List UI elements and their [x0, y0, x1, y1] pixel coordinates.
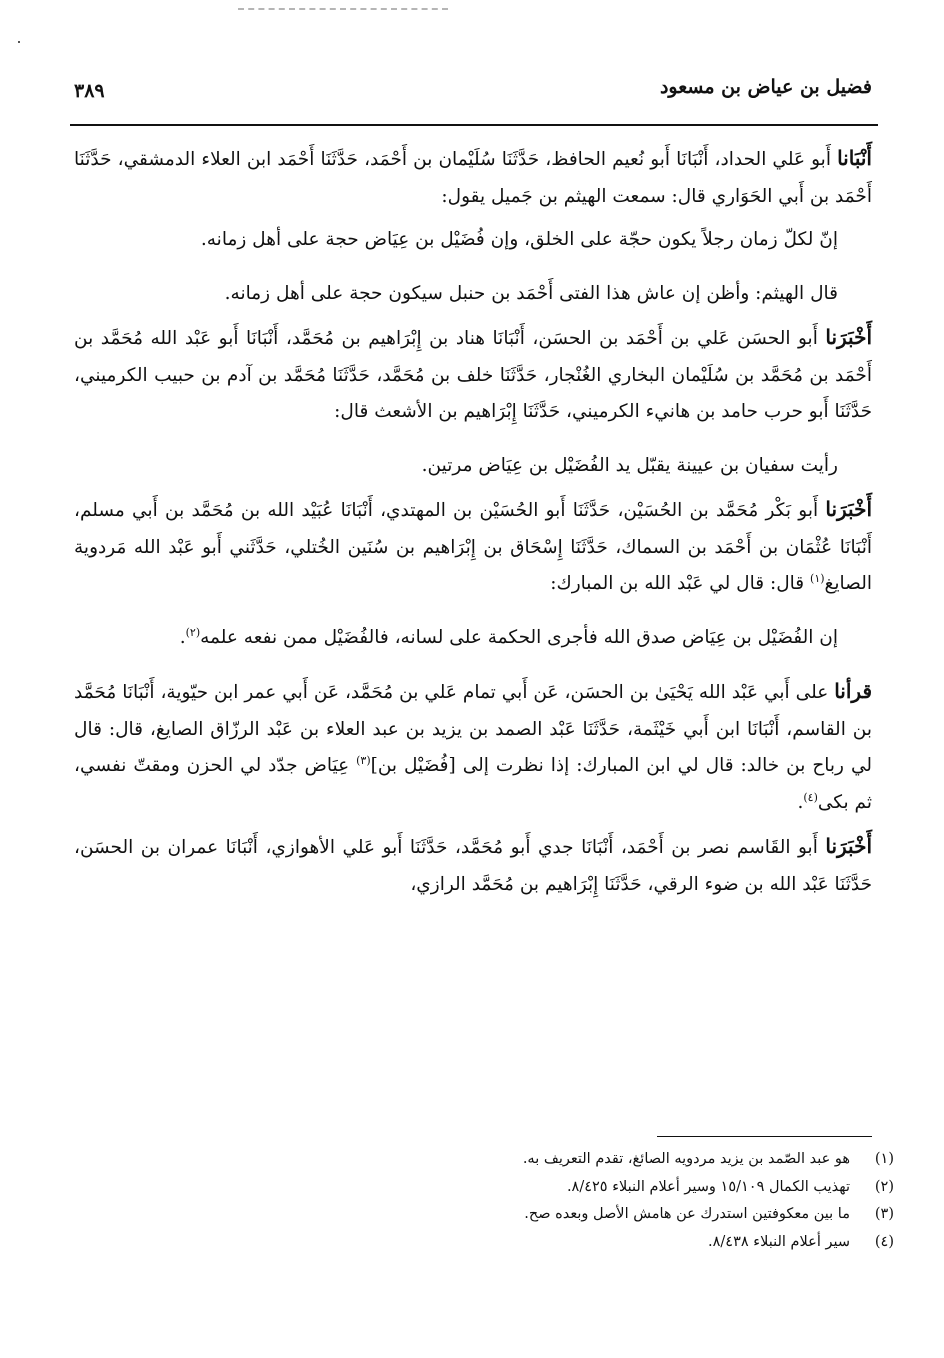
paragraph — [74, 491, 872, 603]
quote-paragraph — [74, 620, 872, 657]
footnote-text: تهذيب الكمال ١٥/١٠٩ وسير أعلام النبلاء ٨/٤٢٥. — [566, 1178, 850, 1195]
isnad-lead-word: قرأنا — [834, 679, 872, 703]
paragraph-text: رأيت سفيان بن عيينة يقبّل يد الفُضَيْل بن عِيَاض مرتين. — [421, 454, 838, 476]
paragraph — [74, 673, 872, 821]
paragraph — [74, 140, 872, 215]
paragraph-text: أَبو عَلي الحداد، أَنْبَانَا أَبو نُعيم الحافظ، حَدَّثَنَا سُلَيْمان بن أَحْمَد، حَدَّثَنَا أَحْمَد ابن العلاء الدمشقي، حَدَّثَنَا أَحْمَد بن أَبي الحَوَاري قال: سمعت الهيثم بن جَميل يقول: — [74, 149, 872, 207]
footnote-rule — [657, 1136, 872, 1137]
isnad-lead-word: أَخْبَرَنا — [825, 834, 872, 858]
page-number: ٣٨٩ — [74, 80, 105, 102]
footnote-number: (٤) — [874, 1233, 894, 1250]
footnote-text: ما بين معكوفتين استدرك عن هامش الأصل وبعده صح. — [524, 1206, 850, 1222]
paragraph-text: أَبو بَكْر مُحَمَّد بن الحُسَيْن، حَدَّثَنَا أَبو الحُسَيْن بن المهتدي، أَنْبَانَا عُبَيْد الله بن مُحَمَّد بن أَبي مسلم، أَنْبَانَا عُثْمَان بن أَحْمَد بن السماك، حَدَّثَنَا إِسْحَاق بن إِبْرَاهيم بن سُنَين الخُتلي، حَدَّثَني أَبو عَبْد الله مَردوية الصايغ — [74, 500, 872, 594]
footnote-ref: (٤) — [803, 790, 818, 804]
paragraph-text-tail: . — [797, 791, 804, 813]
paragraph — [74, 319, 872, 431]
paragraph-text: على أَبي عَبْد الله يَحْيَىٰ بن الحسَن، عَن أَبي تمام عَلي بن مُحَمَّد، عَن أَبي عمر ابن حيّوية، أَنْبَانَا مُحَمَّد بن القاسم، أَنْبَانَا ابن أَبي خَيْثَمة، حَدَّثَنَا عَبْد الصمد بن يزيد بن عبد العلاء بن عَبْد الرزّاق الصايغ، قال: قال لي رباح بن خالد: قال لي ابن المبارك: إذا نظرت إلى [فُضَيْل بن] — [74, 682, 872, 776]
footnote-number: (١) — [874, 1151, 894, 1167]
paragraph-text-tail: عِيَاض جدّد لي الحزن ومقتّ نفسي، ثم بكى — [74, 755, 872, 813]
footnote-number: (٣) — [874, 1206, 894, 1222]
paragraph-text: أَبو الحسَن عَلي بن أَحْمَد بن الحسَن، أَنْبَانَا هناد بن إِبْرَاهيم بن مُحَمَّد، أَنْبَانَا أَبو عَبْد الله مُحَمَّد بن أَحْمَد بن مُحَمَّد بن سُلَيْمان البخاري الغُنْجار، حَدَّثَنَا خلف بن مُحَمَّد، حَدَّثَنَا مُحَمَّد بن آدم بن حبيب الكرميني، حَدَّثَنَا أَبو حرب حامد بن هانيء الكرميني، حَدَّثَنَا إِبْرَاهيم بن الأشعث قال: — [74, 328, 872, 422]
footnote — [74, 1201, 894, 1229]
paragraph-text: إنّ لكلّ زمان رجلاً يكون حجّة على الخلق، وإن فُضَيْل بن عِيَاض حجة على أهل زمانه. — [200, 229, 838, 250]
footnote — [74, 1146, 894, 1174]
footnote-text: سير أعلام النبلاء ٨/٤٣٨. — [708, 1233, 850, 1250]
paragraph — [74, 828, 872, 903]
header-rule — [70, 124, 878, 126]
quote-paragraph — [74, 448, 872, 485]
page-header — [70, 76, 874, 116]
footnote — [74, 1174, 894, 1202]
main-text — [74, 140, 872, 910]
footnote-ref: (٢) — [185, 625, 201, 639]
quote-paragraph — [74, 276, 872, 313]
footnotes — [74, 1146, 894, 1256]
scan-edge-mark — [238, 8, 448, 10]
paragraph-text: أَبو القَاسم نصر بن أَحْمَد، أَنْبَانَا جدي أَبو مُحَمَّد، حَدَّثَنَا أَبو عَلي الأهوازي، أَنْبَانَا عمران بن الحسَن، حَدَّثَنَا عَبْد الله بن ضوء الرقي، حَدَّثَنَا إِبْرَاهيم بن مُحَمَّد الرازي، — [74, 837, 872, 895]
footnote-number: (٢) — [874, 1178, 894, 1195]
isnad-lead-word: أَنْبَانا — [837, 146, 872, 170]
paragraph-text-tail: قال: قال لي عَبْد الله بن المبارك: — [550, 573, 811, 594]
running-title: فضيل بن عياض بن مسعود — [659, 76, 872, 98]
footnote-ref: (١) — [810, 571, 825, 585]
quote-paragraph — [74, 222, 872, 259]
paragraph-text: إن الفُضَيْل بن عِيَاض صدق الله فأجرى الحكمة على لسانه، فالفُضَيْل ممن نفعه علمه — [200, 626, 838, 648]
paragraph-text-tail: . — [179, 626, 186, 648]
isnad-lead-word: أَخْبَرَنا — [825, 325, 872, 349]
footnote-ref: (٣) — [356, 753, 371, 767]
paragraph-text: قال الهيثم: وأظن إن عاش هذا الفتى أَحْمَد بن حنبل سيكون حجة على أهل زمانه. — [224, 282, 838, 304]
scan-speck — [18, 41, 20, 43]
footnote-text: هو عبد الصّمد بن يزيد مردويه الصائغ، تقدم التعريف به. — [522, 1151, 850, 1167]
footnote — [74, 1229, 894, 1257]
isnad-lead-word: أَخْبَرَنا — [825, 497, 872, 521]
